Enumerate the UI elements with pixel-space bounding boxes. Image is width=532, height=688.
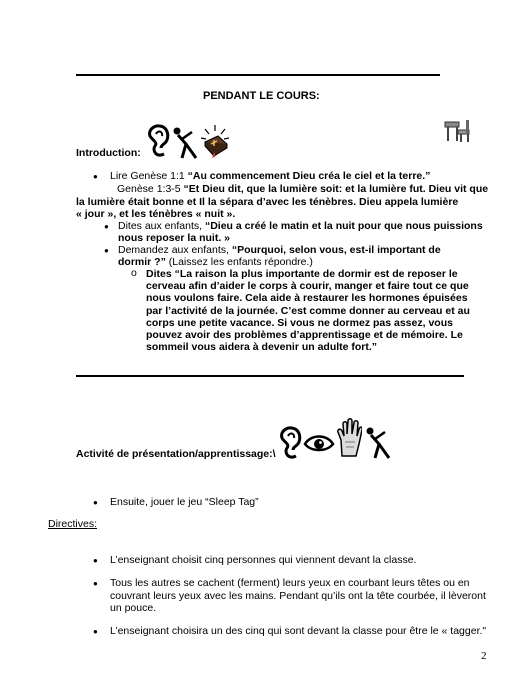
bullet-dot: ●: [104, 222, 109, 231]
activity-label: Activité de présentation/apprentissage:\: [76, 448, 276, 460]
list-item-continued: « jour », et les ténèbres « nuit ».: [76, 208, 236, 220]
middle-divider: [76, 375, 464, 377]
section-heading: PENDANT LE COURS:: [203, 90, 320, 102]
list-item: Dites aux enfants, “Dieu a créé le matin et la nuit pour que nous puissions: [118, 220, 483, 232]
list-item-continued: Genèse 1:3-5 “Et Dieu dit, que la lumière soit: et la lumière fut. Dieu vit que: [117, 183, 489, 195]
bullet-dot: ●: [93, 627, 98, 636]
ear-icon: [278, 426, 302, 462]
bullet-dot: ●: [93, 498, 98, 507]
stretching-figure-icon: [172, 126, 200, 160]
bullet-dot: ●: [104, 246, 109, 255]
list-item-continued: dormir ?” (Laissez les enfants répondre.): [118, 256, 313, 268]
stretching-figure-icon: [365, 426, 393, 460]
page-number: 2: [481, 650, 487, 662]
sub-bullet-marker: o: [131, 267, 137, 279]
top-divider: [76, 74, 440, 76]
sub-list-item: Dites “La raison la plus importante de dormir est de reposer le cerveau afin d’aider le corps à courir, manger et faire tout ce que nous voulons faire. Cela aide à restaurer les hormones épuisées par l’activité de la journée. C’est comme donner au cerveau et au corps une petite vacance. Si vous ne dormez pas assez, vous pouvez avoir des problèmes d’apprentissage et de mémoire. Le sommeil vous aidera à devenir un adulte fort.”: [146, 268, 470, 354]
introduction-label: Introduction:: [76, 147, 141, 159]
bullet-dot: ●: [93, 579, 98, 588]
bullet-dot: ●: [93, 172, 98, 181]
directives-label: Directives:: [48, 518, 98, 530]
bullet-dot: ●: [93, 556, 98, 565]
list-item: Lire Genèse 1:1 “Au commencement Dieu créa le ciel et la terre.”: [110, 170, 431, 182]
list-item: Tous les autres se cachent (ferment) leurs yeux en courbant leurs têtes ou en couvrant leurs yeux avec les mains. Pendant qu’ils ont la tête courbée, il lèveront un pouce.: [110, 577, 486, 615]
list-item-continued: nous reposer la nuit. »: [118, 232, 231, 244]
list-item: Demandez aux enfants, “Pourquoi, selon vous, est-il important de: [118, 244, 441, 256]
list-item-continued: la lumière était bonne et Il la sépara d’avec les ténèbres. Dieu appela lumière: [76, 196, 459, 208]
hand-icon: [336, 418, 362, 458]
eye-icon: [303, 432, 335, 454]
school-desk-icon: [442, 116, 472, 146]
list-item: L’enseignant choisit cinq personnes qui viennent devant la classe.: [110, 554, 417, 566]
list-item: L’enseignant choisira un des cinq qui sont devant la classe pour être le « tagger.": [110, 625, 487, 637]
list-item: Ensuite, jouer le jeu “Sleep Tag”: [110, 496, 259, 508]
bible-icon: [200, 124, 230, 160]
ear-icon: [146, 124, 170, 160]
